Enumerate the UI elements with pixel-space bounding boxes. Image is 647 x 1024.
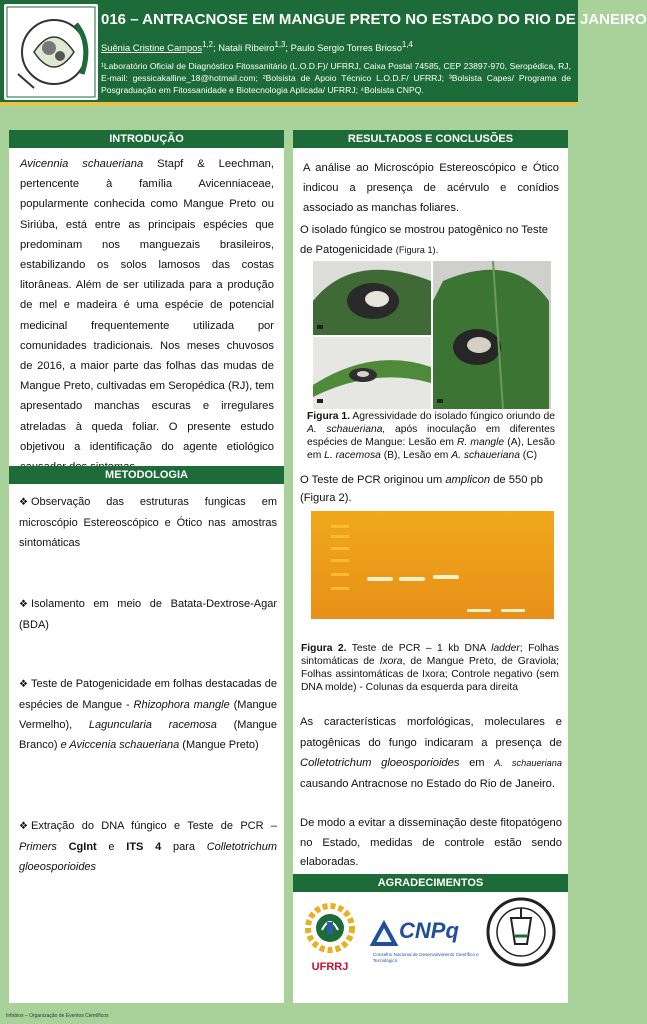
list-item-text: Observação das estruturas fungicas em microscópio Estereoscópico e Ótico nas amostras sintomáticas <box>19 496 277 549</box>
author-sup: 1,3 <box>274 40 286 49</box>
species-name: Colletotrichum gloeosporioides <box>300 757 460 769</box>
results-paragraph-5: De modo a evitar a disseminação deste fitopatógeno no Estado, medidas de controle estão sendo elaboradas. <box>300 817 562 868</box>
figure-label: Figura 1. <box>307 411 351 422</box>
primer-name: CgInt <box>68 841 97 853</box>
results-paragraph-2 <box>300 220 562 260</box>
results-paragraph-3 <box>300 471 562 507</box>
species-name: Ixora <box>379 656 403 667</box>
species-name: Rhizophora mangle <box>133 699 230 711</box>
diamond-bullet-icon: ❖ <box>19 821 28 832</box>
caption-text: após inoculação em diferentes espécies de Mangue: Lesão em <box>307 424 555 448</box>
paragraph-text: As características morfológicas, moleculares e patogênicas do fungo indicaram a presença de <box>300 716 562 749</box>
cnpq-logo-subtitle: Conselho Nacional de Desenvolvimento Científico e Tecnológico <box>373 952 479 963</box>
list-item-text: e <box>96 841 127 853</box>
affiliations: ¹Laboratório Oficial de Diagnóstico Fitossanitário (L.O.D.F)/ UFRRJ, Caixa Postal 74585, CEP 23897-970, Seropédica, RJ, E-mail: gessicakalline_18@hotmail.com; ²Bolsista de Apoio Técnico L.O.D.F/ UFRRJ; ³Bolsista Capes/ Programa de Posgraduação em Fitossanidade e Biotecnologia Aplicada/ UFRRJ; ⁴Bolsista CNPQ. <box>101 61 571 95</box>
species-name: Colletotrichum gloeosporioides <box>19 841 277 873</box>
list-item-text: Teste de Patogenicidade em folhas destacadas de espécies de Mangue - <box>19 678 277 711</box>
species-name: A. schaueriana <box>451 450 520 461</box>
diamond-bullet-icon: ❖ <box>19 497 28 508</box>
list-item-text: Extração do DNA fúngico e Teste de PCR – <box>31 820 277 832</box>
author-list <box>101 40 571 53</box>
ufrrj-logo <box>303 900 357 972</box>
lab-seal-logo <box>485 896 557 968</box>
poster-header <box>0 0 647 106</box>
diamond-bullet-icon: ❖ <box>19 679 28 690</box>
intro-text <box>20 154 274 477</box>
species-name: Laguncularia racemosa <box>88 719 217 731</box>
list-item <box>19 594 277 635</box>
diamond-bullet-icon: ❖ <box>19 599 28 610</box>
list-item-text: (Mangue Preto) <box>179 739 259 751</box>
primer-name: ITS 4 <box>126 841 162 853</box>
species-name: A. schaueriana, <box>307 424 386 435</box>
intro-body: Stapf & Leechman, pertencente à família Avicenniaceae, popularmente conhecida como Mangue Preto ou Siriúba, está entre as principais espécies que predominam nos manguezais brasileiros, estabilizando os solos lamosos das costas litorâneas. Além de ser utilizada para a produção de mel e madeira é uma espécie de potencial medicinal frequentemente utilizada por comunidades tradicionais. Nos meses chuvosos de 2016, a maior parte das folhas das mudas de Mangue Preto, cultivadas em Seropédica (RJ), tem apresentado manchas escuras e irregulares atreladas à queda foliar. O presente estudo objetivou a identificação do agente etiológico <box>20 158 275 453</box>
author-main: Suênia Cristine Campos <box>101 42 203 54</box>
section-heading-introducao: INTRODUÇÃO <box>9 130 284 148</box>
poster-title: 016 – ANTRACNOSE EM MANGUE PRETO NO ESTADO DO RIO DE JANEIRO <box>101 11 647 28</box>
section-heading-agradecimentos: AGRADECIMENTOS <box>293 874 568 892</box>
left-column <box>9 130 284 1003</box>
list-item <box>19 674 277 755</box>
paragraph-text: de 550 pb (Figura 2). <box>300 474 543 504</box>
footer-credit: Infobios – Organização de Eventos Científicos <box>6 1013 109 1019</box>
author-sup: 1,2 <box>202 40 213 49</box>
caption-text: Agressividade do isolado fúngico oriundo de <box>350 411 555 422</box>
figure-1-photo-c <box>433 261 551 409</box>
ladder-term: ladder <box>491 643 520 654</box>
cnpq-logo <box>369 918 479 970</box>
results-paragraph-4 <box>300 712 562 794</box>
caption-text: Teste de PCR – 1 kb DNA <box>346 643 492 654</box>
list-item <box>19 492 277 553</box>
figure-1-photo-a <box>313 261 431 335</box>
amplicon-term: amplicon <box>445 474 491 486</box>
intro-species: Avicennia schaueriana <box>20 158 144 170</box>
results-paragraph-1: A análise ao Microscópio Estereoscópico e Ótico indicou a presença de acérvulo e conídios associado as manchas foliares. <box>303 162 559 214</box>
species-name: e Aviccenia schaueriana <box>60 739 180 751</box>
caption-text: ; Folhas sintomáticas de <box>301 643 559 667</box>
section-heading-resultados: RESULTADOS E CONCLUSÕES <box>293 130 568 148</box>
caption-text: (A), Lesão em <box>307 437 555 461</box>
list-item-text: (Mangue Branco) <box>19 719 277 751</box>
ufrrj-logo-text: UFRRJ <box>311 961 349 973</box>
right-column <box>293 130 568 1003</box>
paragraph-text: O isolado fúngico se mostrou patogênico no Teste de Patogenicidade <box>300 224 548 256</box>
list-item-text: Isolamento em meio de Batata-Dextrose-Agar (BDA) <box>19 598 277 631</box>
species-name: R. mangle <box>457 437 505 448</box>
list-item-text: para <box>161 841 207 853</box>
paragraph-text: causando Antracnose no Estado do Rio de Janeiro. <box>300 777 556 790</box>
figure-1-photo-b <box>313 337 431 409</box>
caption-text: , de Mangue Preto, de Graviola; Folhas assintomáticas de Ixora; Controle negativo (sem DNA molde) - Colunas da esquerda para direita <box>301 656 559 693</box>
author-sup: 1,4 <box>401 40 413 49</box>
paragraph-text: em <box>459 757 495 769</box>
figure-1-caption <box>307 410 555 462</box>
figure-2-gel-image <box>311 511 554 619</box>
figure-ref: (Figura 1). <box>395 245 439 255</box>
section-heading-metodologia: METODOLOGIA <box>9 466 284 484</box>
primers-label: Primers <box>19 841 57 853</box>
lab-logo <box>4 4 98 100</box>
figure-label: Figura 2. <box>301 643 347 654</box>
author-sep: ; Natali Ribeiro <box>212 42 275 54</box>
species-name: A. schaueriana <box>494 758 562 768</box>
author-sep: ; Paulo Sergio Torres Brioso <box>285 42 402 54</box>
figure-2-caption <box>301 642 559 694</box>
list-item <box>19 816 277 877</box>
species-name: L. racemosa <box>324 450 381 461</box>
list-item-text: (Mangue Vermelho), <box>19 699 277 731</box>
caption-text: (B), Lesão em <box>380 450 452 461</box>
cnpq-logo-text: CNPq <box>399 918 459 943</box>
paragraph-text: O Teste de PCR originou um <box>300 474 446 486</box>
caption-text: (C) <box>519 450 538 461</box>
